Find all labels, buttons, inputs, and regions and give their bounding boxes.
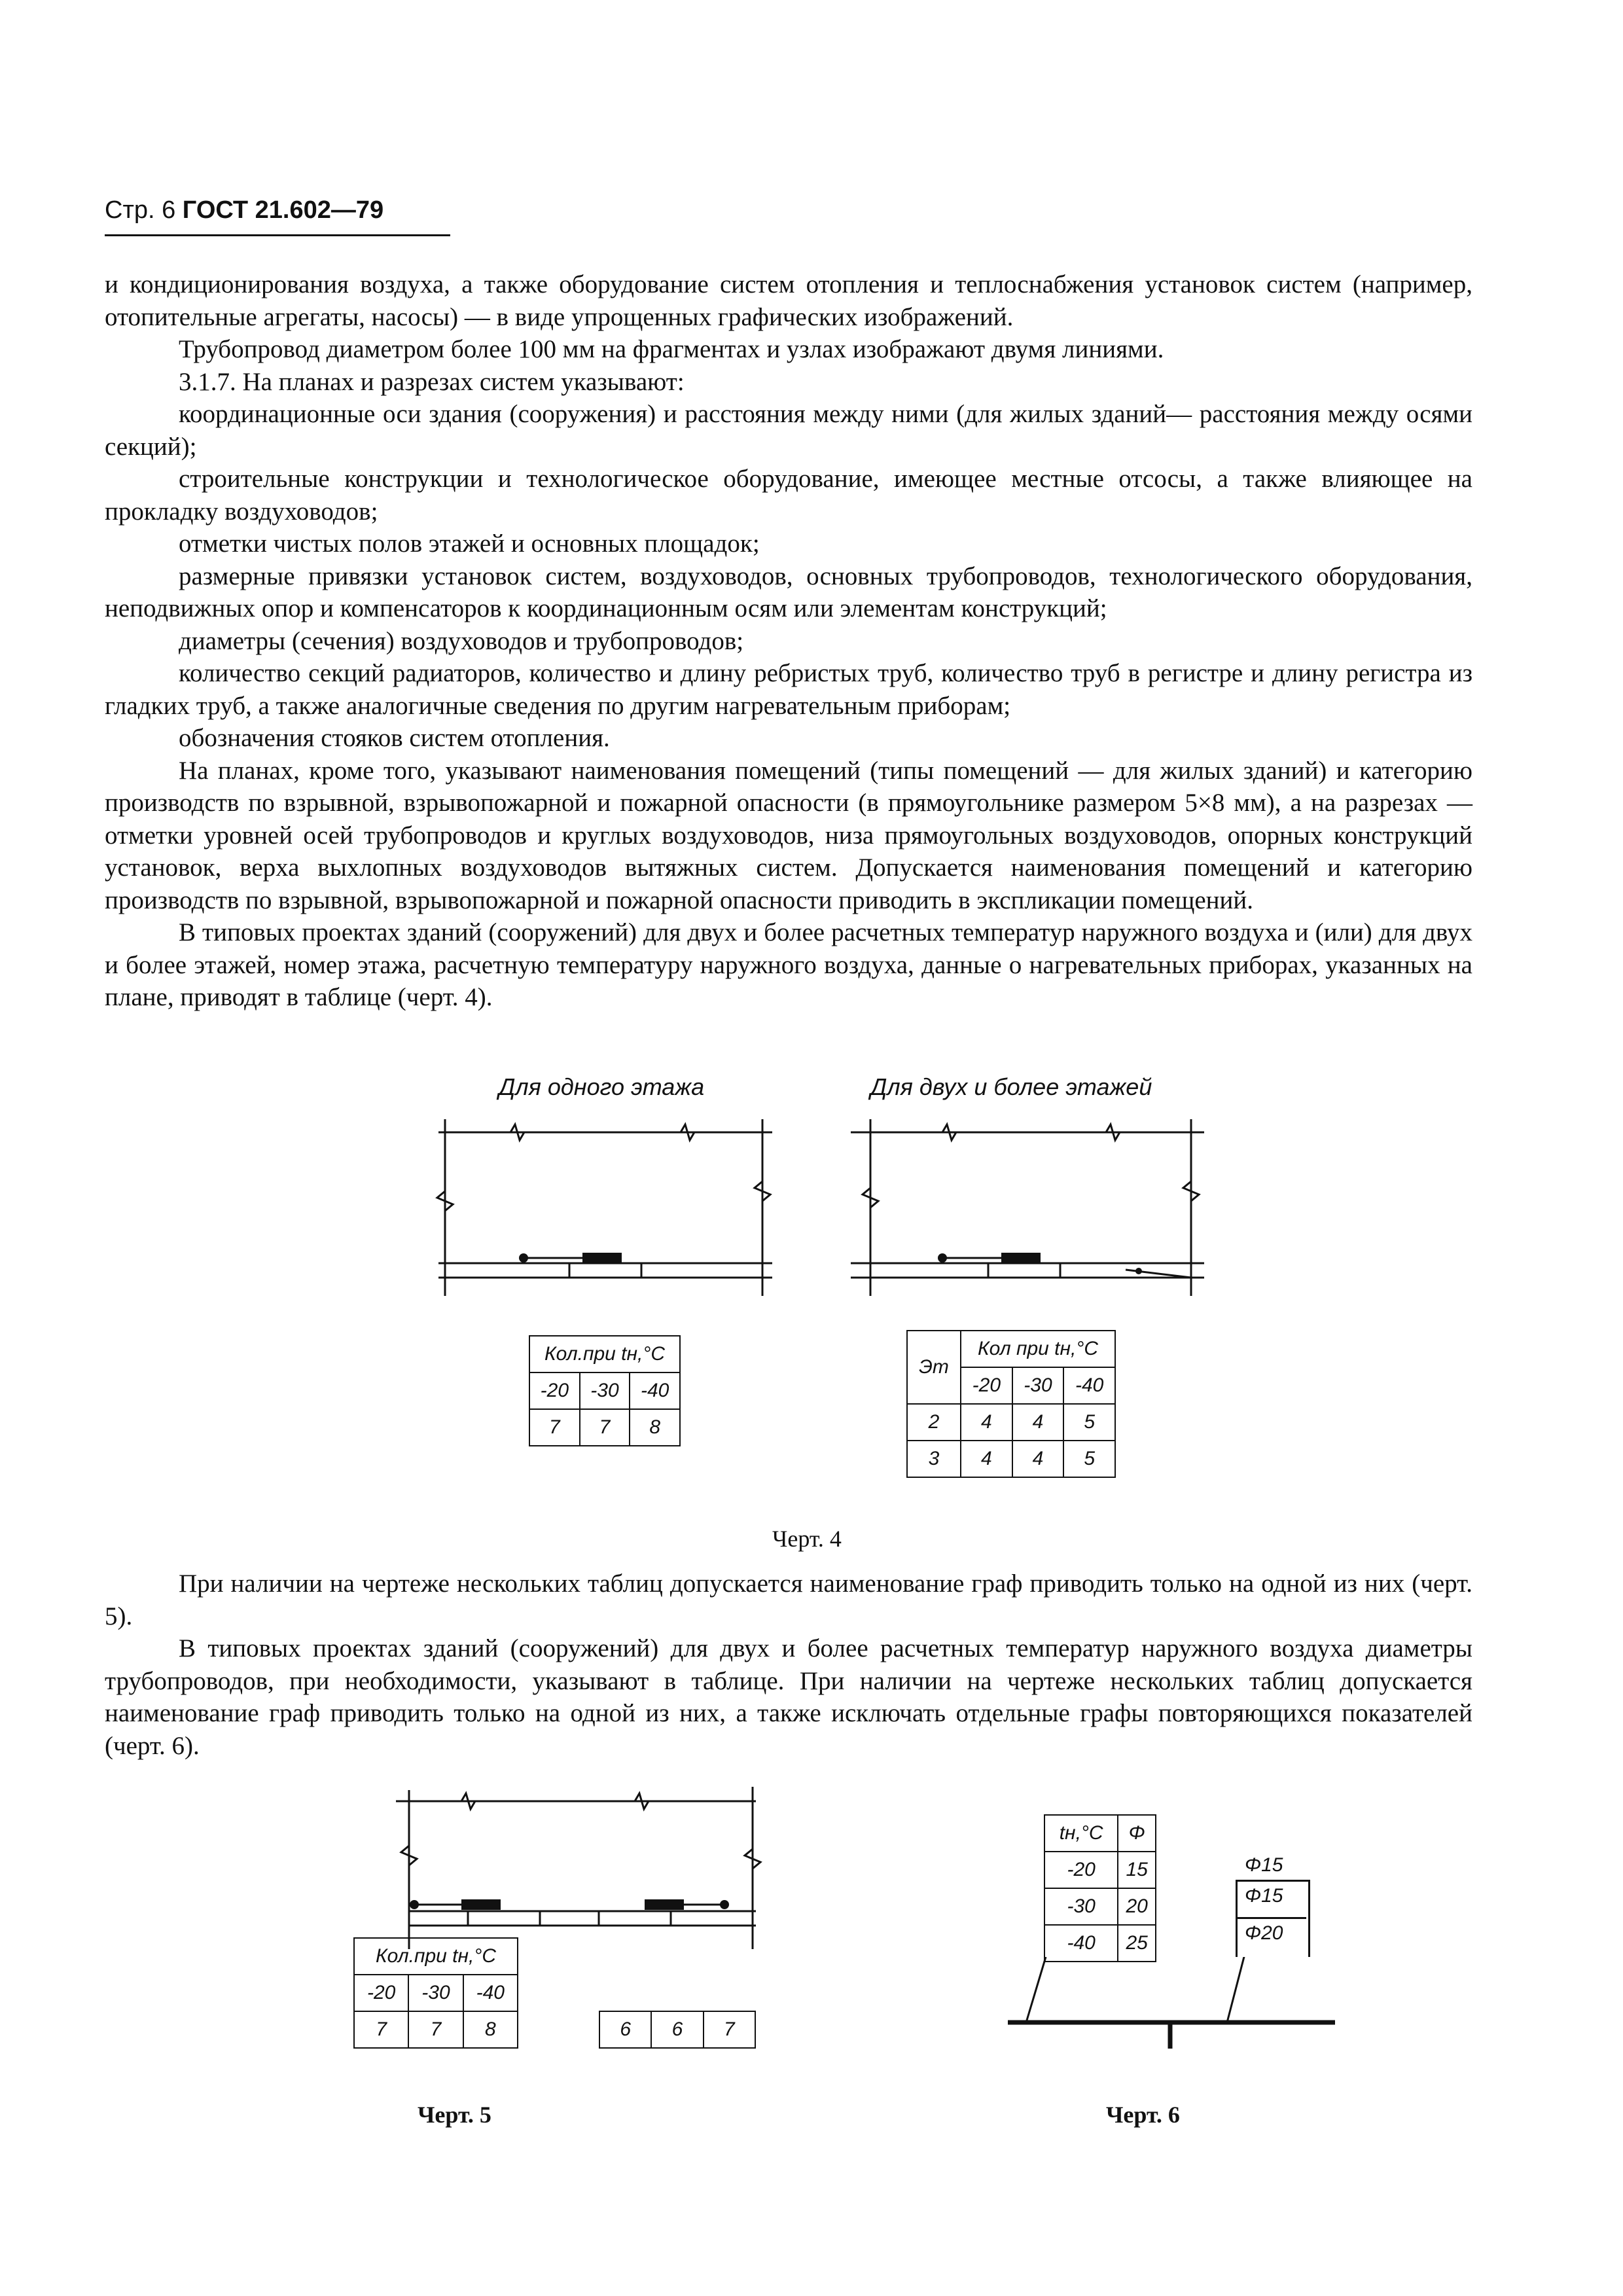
fig6-pipe-drawing [1001,1957,1342,2068]
table-header: tн,°C [1044,1815,1118,1852]
fig5-table-2 [599,2011,756,2049]
fig5-label: Черт. 5 [418,2102,491,2128]
fig4-table-right [906,1330,1116,1478]
table-cell: -20 [354,1975,408,2011]
table-cell: 7 [529,1409,580,1446]
paragraph: Трубопровод диаметром более 100 мм на фрагментах и узлах изображают двумя линиями. [179,335,1164,363]
paragraph: В типовых проектах зданий (сооружений) для двух и более расчетных температур наружного воздуха и (или) для двух и более этажей, номер этажа, расчетную температуру наружного воздуха, данные о нагревательных приборах, указанных на плане, приводят в таблице (черт. 4). [105,918,1472,1011]
table-cell: -40 [463,1975,518,2011]
table-cell: 6 [599,2011,651,2048]
paragraph: В типовых проектах зданий (сооружений) для двух и более расчетных температур наружного воздуха диаметры трубопроводов, при необходимости, указывают в таблице. При наличии на чертеже нескольких таблиц допускается наименование граф приводить только на одной из них, а также исключать отдельные графы повторяющихся показателей (черт. 6). [105,1634,1472,1760]
paragraph: отметки чистых полов этажей и основных площадок; [179,529,760,558]
fig4-caption-left: Для одного этажа [499,1073,705,1100]
fig6-callout-divider [1236,1917,1306,1919]
fig5-table-1 [353,1937,518,2049]
table-cell: -40 [1063,1367,1115,1404]
table-cell: 6 [651,2011,703,2048]
table-cell: 7 [408,2011,463,2048]
table-cell: 4 [1012,1441,1064,1477]
table-cell: 7 [354,2011,408,2048]
table-cell: 25 [1118,1925,1156,1962]
table-cell: 4 [961,1441,1012,1477]
table-header: Эт [907,1331,961,1404]
paragraph: диаметры (сечения) воздуховодов и трубопроводов; [179,626,744,655]
standard-id: ГОСТ 21.602—79 [182,196,384,224]
table-cell: 15 [1118,1852,1156,1888]
table-cell: 4 [961,1404,1012,1441]
paragraph: строительные конструкции и технологическое оборудование, имеющее местные отсосы, а также влияющее на прокладку воздуховодов; [105,465,1472,526]
fig6-table [1044,1814,1156,1962]
table-header: Φ [1118,1815,1156,1852]
table-cell: 8 [630,1409,680,1446]
fig4-caption-right: Для двух и более этажей [870,1073,1152,1100]
paragraph: На планах, кроме того, указывают наименования помещений (типы помещений — для жилых зданий) и категорию производств по взрывной, взрывопожарной и пожарной опасности (в прямоугольнике размером 5×8 мм), а на разрезах — отметки уровней осей трубопроводов и круглых воздуховодов, низа прямоугольных воздуховодов, опорных конструкций установок, верха выхлопных воздуховодов вытяжных систем. Допускается наименования помещений и категорию производств по взрывной, взрывопожарной и пожарной опасности приводить в экспликации помещений. [105,756,1472,914]
table-cell: -30 [1044,1888,1118,1925]
fig5-plan [389,1774,769,1950]
fig4-plan-single-floor [432,1106,785,1302]
table-cell: 20 [1118,1888,1156,1925]
paragraph: 3.1.7. На планах и разрезах систем указывают: [179,367,685,396]
fig4-plan-multi-floor [844,1106,1211,1302]
table-header: Кол при tн,°C [961,1331,1115,1367]
table-cell: 2 [907,1404,961,1441]
paragraph: При наличии на чертеже нескольких таблиц допускается наименование граф приводить только на одной из них (черт. 5). [105,1570,1472,1630]
table-cell: 4 [1012,1404,1064,1441]
paragraph: количество секций радиаторов, количество и длину ребристых труб, количество труб в регистре и длину регистра из гладких труб, а также аналогичные сведения по другим нагревательным приборам; [105,659,1472,720]
table-cell: 3 [907,1441,961,1477]
table-cell: 7 [704,2011,755,2048]
page-number: Стр. 6 [105,196,176,224]
table-cell: -30 [580,1372,630,1409]
paragraph: координационные оси здания (сооружения) и расстояния между ними (для жилых зданий— расстояния между осями секций); [105,400,1472,461]
table-cell: -40 [630,1372,680,1409]
fig6-callout: Φ15 [1245,1854,1283,1876]
body-text [105,268,1472,1014]
table-cell: 8 [463,2011,518,2048]
table-header: Кол.при tн,°C [354,1938,518,1975]
fig6-callout: Φ15 [1245,1885,1283,1907]
table-cell: -30 [408,1975,463,2011]
table-cell: -20 [1044,1852,1118,1888]
fig6-callout: Φ20 [1245,1922,1283,1944]
paragraph: размерные привязки установок систем, воздуховодов, основных трубопроводов, технологического оборудования, неподвижных опор и компенсаторов к координационным осям или элементам конструкций; [105,562,1472,622]
body-text-2 [105,1568,1472,1762]
table-cell: 7 [580,1409,630,1446]
table-cell: -20 [961,1367,1012,1404]
table-cell: -20 [529,1372,580,1409]
header-rule [105,234,450,236]
fig4-label: Черт. 4 [772,1526,842,1552]
table-cell: -40 [1044,1925,1118,1962]
paragraph: обозначения стояков систем отопления. [179,724,610,752]
table-cell: 5 [1063,1404,1115,1441]
table-cell: 5 [1063,1441,1115,1477]
fig6-label: Черт. 6 [1106,2102,1180,2128]
paragraph: и кондиционирования воздуха, а также оборудование систем отопления и теплоснабжения установок систем (например, отопительные агрегаты, насосы) — в виде упрощенных графических изображений. [105,270,1472,331]
fig4-table-left [529,1335,681,1446]
table-cell: -30 [1012,1367,1064,1404]
page-header [105,196,383,224]
table-header: Кол.при tн,°C [529,1336,680,1372]
